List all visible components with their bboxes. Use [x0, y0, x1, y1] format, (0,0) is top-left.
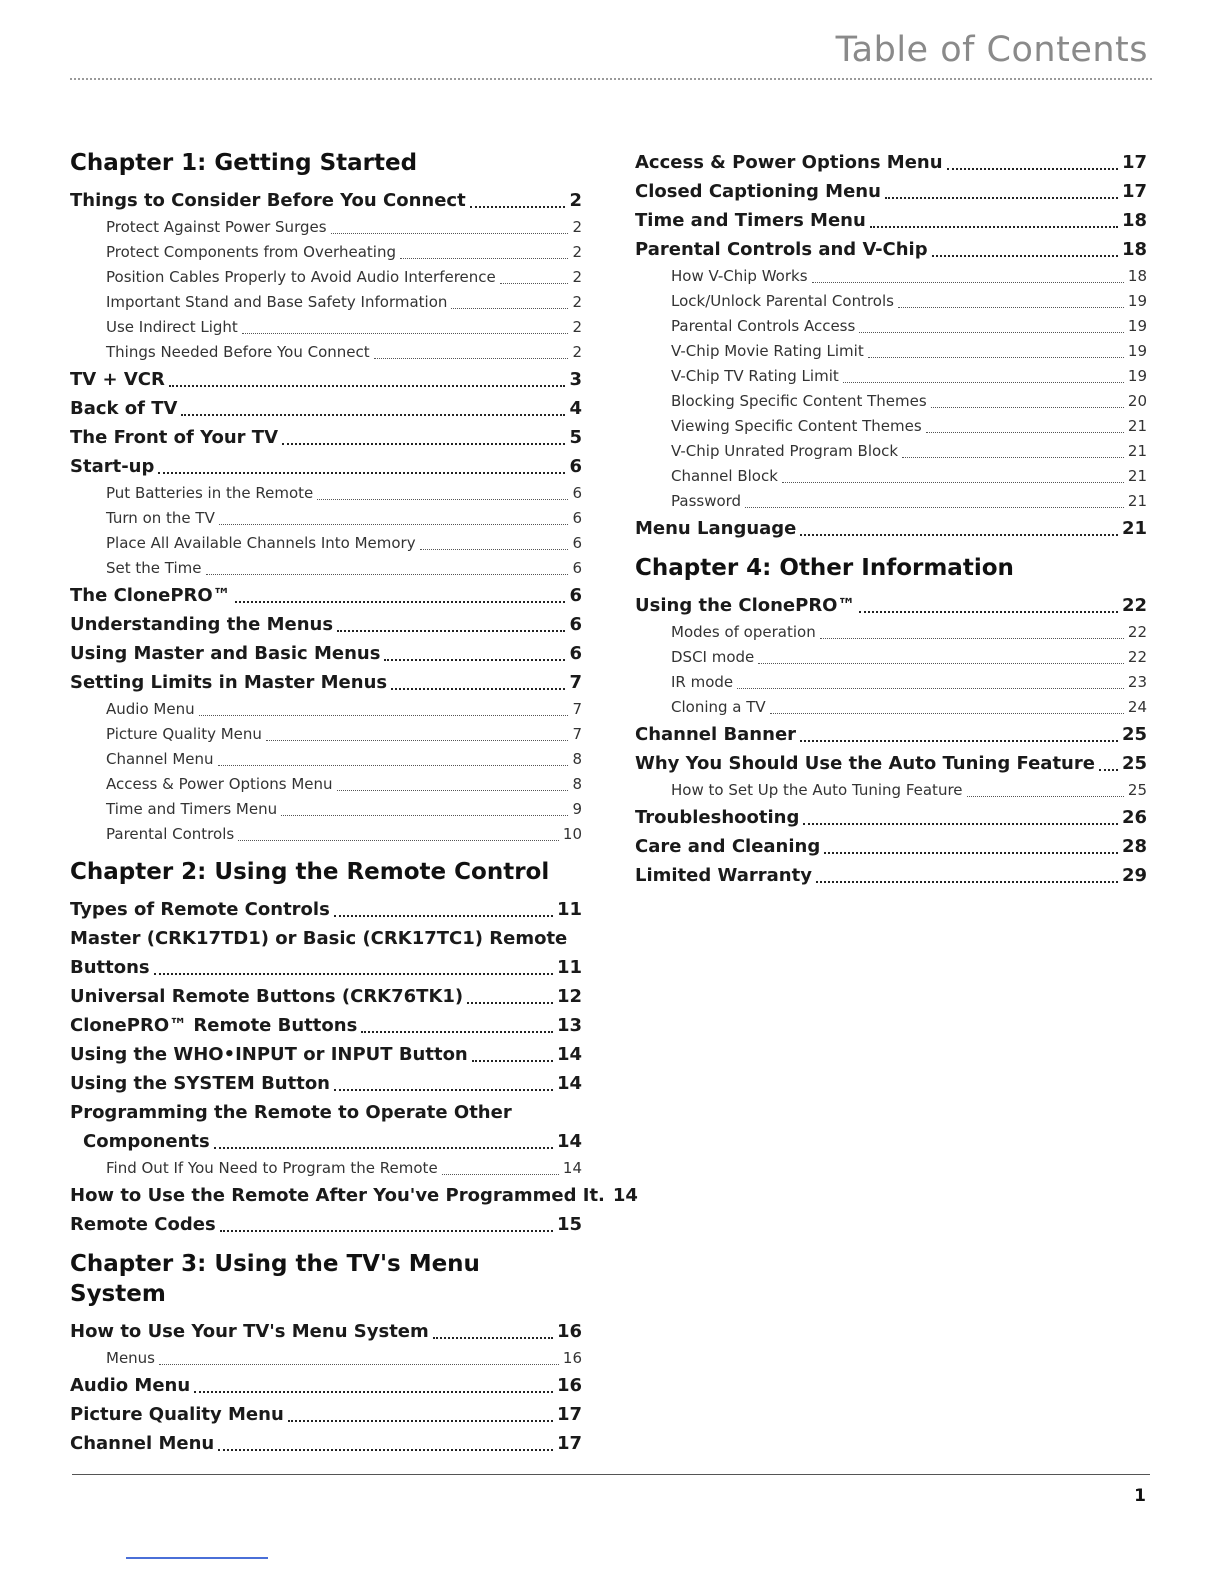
toc-entry-picture-quality-menu[interactable] [70, 722, 582, 747]
toc-entry-page: 21 [1127, 492, 1147, 510]
toc-entry-use-indirect-light[interactable] [70, 315, 582, 340]
toc-entry-page: 16 [556, 1375, 582, 1396]
toc-entry-care-and-cleaning[interactable] [635, 832, 1147, 861]
dot-leader [467, 1002, 553, 1004]
toc-entry-page: 22 [1121, 595, 1147, 616]
toc-entry-label: Put Batteries in the Remote [106, 484, 314, 502]
toc-entry-place-all-available-channels-into-memory[interactable] [70, 531, 582, 556]
dot-leader [199, 715, 569, 716]
dot-leader [334, 915, 553, 917]
dot-leader [451, 308, 568, 309]
toc-entry-buttons[interactable] [70, 953, 582, 982]
toc-entry-label: Care and Cleaning [635, 836, 821, 857]
toc-entry-page: 13 [556, 1015, 582, 1036]
dot-leader [219, 524, 569, 525]
toc-entry-page: 2 [572, 268, 582, 286]
toc-entry-parental-controls[interactable] [70, 822, 582, 847]
toc-entry-label: Important Stand and Base Safety Information [106, 293, 448, 311]
dot-leader [1099, 769, 1118, 771]
toc-entry-label: Remote Codes [70, 1214, 216, 1235]
toc-entry-page: 22 [1127, 648, 1147, 666]
toc-entry-limited-warranty[interactable] [635, 861, 1147, 890]
toc-entry-using-master-and-basic-menus[interactable] [70, 639, 582, 668]
toc-entry-label: Using the SYSTEM Button [70, 1073, 330, 1094]
dot-leader [242, 333, 569, 334]
toc-entry-viewing-specific-content-themes[interactable] [635, 414, 1147, 439]
dot-leader [374, 358, 569, 359]
toc-entry-label: Cloning a TV [671, 698, 766, 716]
toc-entry-label: Audio Menu [106, 700, 195, 718]
toc-entry-label: Buttons [70, 957, 150, 978]
toc-entry-page: 17 [1121, 152, 1147, 173]
toc-entry-protect-against-power-surges[interactable] [70, 215, 582, 240]
toc-entry-lock-unlock-parental-controls[interactable] [635, 289, 1147, 314]
toc-entry-label: Audio Menu [70, 1375, 191, 1396]
dot-leader [337, 790, 569, 791]
dot-leader [932, 255, 1118, 257]
dot-leader [154, 973, 553, 975]
dot-leader [931, 407, 1124, 408]
toc-entry-page: 14 [612, 1185, 638, 1206]
toc-entry-label: Things Needed Before You Connect [106, 343, 370, 361]
toc-entry-things-to-consider-before-you-connect[interactable] [70, 186, 582, 215]
toc-entry-label: Parental Controls Access [671, 317, 856, 335]
toc-entry-page: 4 [569, 398, 582, 419]
toc-entry-v-chip-tv-rating-limit[interactable] [635, 364, 1147, 389]
toc-entry-label: How to Set Up the Auto Tuning Feature [671, 781, 963, 799]
toc-entry-label: Components [83, 1131, 210, 1152]
dot-leader [926, 432, 1124, 433]
dot-leader [433, 1337, 553, 1339]
toc-entry-start-up[interactable] [70, 452, 582, 481]
toc-entry-page: 23 [1127, 673, 1147, 691]
chapter-spacer [70, 1309, 582, 1317]
toc-entry-access-power-options-menu[interactable] [635, 148, 1147, 177]
toc-entry-remote-codes[interactable] [70, 1210, 582, 1239]
toc-entry-clonepro-remote-buttons[interactable] [70, 1011, 582, 1040]
toc-entry-page: 9 [572, 800, 582, 818]
toc-entry-page: 15 [556, 1214, 582, 1235]
toc-entry-page: 3 [569, 369, 582, 390]
toc-entry-label: Parental Controls [106, 825, 235, 843]
dot-leader [282, 443, 565, 445]
toc-entry-page: 19 [1127, 292, 1147, 310]
toc-entry-why-you-should-use-the-auto-tuning-feature[interactable] [635, 749, 1147, 778]
page-number: 1 [1134, 1486, 1146, 1506]
footer-divider [72, 1474, 1150, 1475]
dot-leader [800, 740, 1118, 742]
toc-entry-page: 22 [1127, 623, 1147, 641]
toc-entry-label: Channel Block [671, 467, 778, 485]
toc-entry-page: 11 [556, 957, 582, 978]
toc-entry-label: Time and Timers Menu [635, 210, 866, 231]
chapter-spacer [70, 178, 582, 186]
toc-entry-page: 7 [569, 672, 582, 693]
toc-entry-closed-captioning-menu[interactable] [635, 177, 1147, 206]
toc-entry-label: TV + VCR [70, 369, 165, 390]
toc-entry-page: 6 [569, 456, 582, 477]
toc-entry-page: 6 [572, 509, 582, 527]
dot-leader [800, 534, 1118, 536]
dot-leader [181, 414, 565, 416]
toc-entry-label: Back of TV [70, 398, 178, 419]
toc-entry-label: Viewing Specific Content Themes [671, 417, 922, 435]
toc-entry-label: IR mode [671, 673, 734, 691]
toc-entry-label: Using the WHO•INPUT or INPUT Button [70, 1044, 468, 1065]
toc-entry-page: 19 [1127, 367, 1147, 385]
toc-entry-label: Why You Should Use the Auto Tuning Feature [635, 753, 1095, 774]
toc-entry-label: Position Cables Properly to Avoid Audio Interference [106, 268, 496, 286]
toc-entry-page: 25 [1127, 781, 1147, 799]
dot-leader [337, 630, 565, 632]
toc-entry-dsci-mode[interactable] [635, 645, 1147, 670]
dot-leader [737, 688, 1124, 689]
toc-entry-page: 14 [556, 1044, 582, 1065]
toc-entry-label: Channel Menu [106, 750, 214, 768]
dot-leader [885, 197, 1118, 199]
dot-leader [898, 307, 1124, 308]
toc-entry-types-of-remote-controls[interactable] [70, 895, 582, 924]
toc-entry-page: 8 [572, 775, 582, 793]
dot-leader [824, 852, 1118, 854]
toc-entry-audio-menu[interactable] [70, 1371, 582, 1400]
dot-leader [281, 815, 568, 816]
toc-entry-page: 8 [572, 750, 582, 768]
toc-entry-channel-banner[interactable] [635, 720, 1147, 749]
dot-leader [317, 499, 568, 500]
toc-entry-label: Set the Time [106, 559, 202, 577]
toc-entry-set-the-time[interactable] [70, 556, 582, 581]
toc-entry-picture-quality-menu[interactable] [70, 1400, 582, 1429]
toc-entry-back-of-tv[interactable] [70, 394, 582, 423]
toc-entry-universal-remote-buttons-crk76tk1[interactable] [70, 982, 582, 1011]
dot-leader [843, 382, 1124, 383]
toc-entry-label: Using the ClonePRO™ [635, 595, 856, 616]
toc-entry-how-to-use-your-tv-s-menu-system[interactable] [70, 1317, 582, 1346]
toc-entry-page: 18 [1127, 267, 1147, 285]
dot-leader [442, 1174, 559, 1175]
toc-entry-menu-language[interactable] [635, 514, 1147, 543]
toc-entry-label: Lock/Unlock Parental Controls [671, 292, 894, 310]
chapter-heading: Chapter 2: Using the Remote Control [70, 859, 550, 885]
toc-entry-page: 29 [1121, 865, 1147, 886]
toc-entry-page: 21 [1121, 518, 1147, 539]
toc-entry-the-clonepro[interactable] [70, 581, 582, 610]
toc-entry-channel-block[interactable] [635, 464, 1147, 489]
toc-entry-page: 19 [1127, 317, 1147, 335]
dot-leader [470, 206, 566, 208]
toc-entry-label: Using Master and Basic Menus [70, 643, 381, 664]
toc-entry-label: Place All Available Channels Into Memory [106, 534, 416, 552]
toc-entry-modes-of-operation[interactable] [635, 620, 1147, 645]
toc-right-column [635, 148, 1147, 890]
toc-entry-password[interactable] [635, 489, 1147, 514]
toc-entry-label: V-Chip Unrated Program Block [671, 442, 899, 460]
toc-entry-page: 2 [569, 190, 582, 211]
toc-entry-label: ClonePRO™ Remote Buttons [70, 1015, 358, 1036]
toc-entry-label: How to Use Your TV's Menu System [70, 1321, 429, 1342]
toc-entry-label: Blocking Specific Content Themes [671, 392, 927, 410]
toc-entry-v-chip-unrated-program-block[interactable] [635, 439, 1147, 464]
toc-entry-understanding-the-menus[interactable] [70, 610, 582, 639]
toc-entry-label: Types of Remote Controls [70, 899, 330, 920]
toc-entry-menus[interactable] [70, 1346, 582, 1371]
dot-leader [158, 472, 565, 474]
toc-entry-position-cables-properly-to-avoid-audio-interference[interactable] [70, 265, 582, 290]
toc-entry-label: Universal Remote Buttons (CRK76TK1) [70, 986, 464, 1007]
toc-entry-label: Channel Banner [635, 724, 797, 745]
toc-entry-page: 7 [572, 725, 582, 743]
dot-leader [169, 385, 566, 387]
dot-leader [159, 1364, 559, 1365]
toc-entry-time-and-timers-menu[interactable] [635, 206, 1147, 235]
header-divider [70, 78, 1152, 80]
toc-entry-page: 5 [569, 427, 582, 448]
toc-entry-page: 12 [556, 986, 582, 1007]
toc-entry-page: 16 [562, 1349, 582, 1367]
toc-entry-v-chip-movie-rating-limit[interactable] [635, 339, 1147, 364]
dot-leader [218, 765, 569, 766]
dot-leader [803, 823, 1118, 825]
toc-entry-label: DSCI mode [671, 648, 755, 666]
toc-left-column [70, 148, 638, 1458]
toc-entry-using-the-system-button[interactable] [70, 1069, 582, 1098]
toc-entry-access-power-options-menu[interactable] [70, 772, 582, 797]
toc-entry-page: 25 [1121, 724, 1147, 745]
toc-entry-page: 18 [1121, 210, 1147, 231]
dot-leader [235, 601, 566, 603]
dot-leader [745, 507, 1124, 508]
dot-leader [812, 282, 1124, 283]
toc-entry-label: Access & Power Options Menu [635, 152, 943, 173]
dot-leader [770, 713, 1124, 714]
toc-entry-label: Modes of operation [671, 623, 816, 641]
dot-leader [334, 1089, 553, 1091]
toc-entry-page: 26 [1121, 807, 1147, 828]
toc-entry-page: 10 [562, 825, 582, 843]
dot-leader [859, 332, 1124, 333]
toc-entry-page: 20 [1127, 392, 1147, 410]
dot-leader [361, 1031, 553, 1033]
toc-entry-important-stand-and-base-safety-information[interactable] [70, 290, 582, 315]
toc-entry-page: 19 [1127, 342, 1147, 360]
toc-entry-label: Menus [106, 1349, 155, 1367]
toc-entry-tv-vcr[interactable] [70, 365, 582, 394]
dot-leader [420, 549, 569, 550]
toc-entry-label: Password [671, 492, 742, 510]
toc-entry-label: Picture Quality Menu [106, 725, 262, 743]
toc-entry-page: 2 [572, 243, 582, 261]
toc-entry-label: Understanding the Menus [70, 614, 334, 635]
toc-entry-label: V-Chip Movie Rating Limit [671, 342, 864, 360]
toc-entry-page: 14 [556, 1131, 582, 1152]
dot-leader [472, 1060, 553, 1062]
page-title: Table of Contents [835, 30, 1148, 70]
toc-entry-label: The ClonePRO™ [70, 585, 231, 606]
toc-entry-page: 2 [572, 218, 582, 236]
toc-entry-page: 14 [556, 1073, 582, 1094]
toc-entry-using-the-clonepro[interactable] [635, 591, 1147, 620]
toc-entry-put-batteries-in-the-remote[interactable] [70, 481, 582, 506]
toc-entry-page: 16 [556, 1321, 582, 1342]
toc-entry-page: 21 [1127, 442, 1147, 460]
chapter-spacer [635, 583, 1147, 591]
dot-leader [500, 283, 569, 284]
toc-entry-things-needed-before-you-connect[interactable] [70, 340, 582, 365]
dot-leader [816, 881, 1118, 883]
toc-entry-label: Picture Quality Menu [70, 1404, 284, 1425]
toc-entry-page: 25 [1121, 753, 1147, 774]
toc-entry-page: 6 [572, 559, 582, 577]
toc-entry-label: V-Chip TV Rating Limit [671, 367, 839, 385]
toc-entry-label: Menu Language [635, 518, 797, 539]
toc-entry-parental-controls-access[interactable] [635, 314, 1147, 339]
toc-entry-page: 18 [1121, 239, 1147, 260]
toc-entry-page: 2 [572, 318, 582, 336]
toc-entry-label: Troubleshooting [635, 807, 800, 828]
toc-entry-page: 2 [572, 343, 582, 361]
toc-entry-label: Protect Components from Overheating [106, 243, 396, 261]
dot-leader [206, 574, 569, 575]
toc-entry-page: 6 [572, 534, 582, 552]
toc-entry-page: 2 [572, 293, 582, 311]
toc-entry-audio-menu[interactable] [70, 697, 582, 722]
toc-entry-page: 21 [1127, 417, 1147, 435]
toc-entry-blocking-specific-content-themes[interactable] [635, 389, 1147, 414]
toc-entry-time-and-timers-menu[interactable] [70, 797, 582, 822]
toc-entry-page: 17 [556, 1433, 582, 1454]
toc-entry-parental-controls-and-v-chip[interactable] [635, 235, 1147, 264]
toc-entry-cloning-a-tv[interactable] [635, 695, 1147, 720]
toc-entry-find-out-if-you-need-to-program-the-remote[interactable] [70, 1156, 582, 1181]
toc-entry-label: Access & Power Options Menu [106, 775, 333, 793]
toc-entry-label: Find Out If You Need to Program the Remote [106, 1159, 438, 1177]
toc-entry-troubleshooting[interactable] [635, 803, 1147, 832]
toc-entry-page: 6 [572, 484, 582, 502]
toc-entry-label: Protect Against Power Surges [106, 218, 327, 236]
chapter-heading: Chapter 3: Using the TV's Menu System [70, 1251, 480, 1307]
dot-leader [331, 233, 569, 234]
dot-leader [214, 1147, 553, 1149]
toc-entry-page: 21 [1127, 467, 1147, 485]
dot-leader [758, 663, 1124, 664]
toc-entry-channel-menu[interactable] [70, 747, 582, 772]
toc-entry-page: 6 [569, 643, 582, 664]
dot-leader [868, 357, 1124, 358]
chapter-heading: Chapter 1: Getting Started [70, 150, 418, 176]
toc-entry-ir-mode[interactable] [635, 670, 1147, 695]
toc-entry-page: 28 [1121, 836, 1147, 857]
toc-entry-setting-limits-in-master-menus[interactable] [70, 668, 582, 697]
dot-leader [288, 1420, 553, 1422]
dot-leader [218, 1449, 553, 1451]
toc-entry-page: 6 [569, 614, 582, 635]
toc-entry-label[interactable]: Programming the Remote to Operate Other [70, 1102, 512, 1123]
dot-leader [947, 168, 1118, 170]
toc-entry-label: Limited Warranty [635, 865, 812, 886]
dot-leader [870, 226, 1118, 228]
toc-entry-label: Time and Timers Menu [106, 800, 278, 818]
toc-entry-label: Turn on the TV [106, 509, 215, 527]
dot-leader [820, 638, 1124, 639]
toc-entry-label: How to Use the Remote After You've Programmed It. [70, 1185, 605, 1206]
toc-entry-page: 17 [556, 1404, 582, 1425]
toc-entry-label: Channel Menu [70, 1433, 215, 1454]
toc-entry-using-the-who-input-or-input-button[interactable] [70, 1040, 582, 1069]
chapter-spacer [70, 887, 582, 895]
toc-entry-page: 17 [1121, 181, 1147, 202]
chapter-heading: Chapter 4: Other Information [635, 555, 1014, 581]
toc-entry-page: 14 [562, 1159, 582, 1177]
toc-entry-label: Closed Captioning Menu [635, 181, 881, 202]
toc-entry-turn-on-the-tv[interactable] [70, 506, 582, 531]
toc-entry-label: The Front of Your TV [70, 427, 279, 448]
dot-leader [782, 482, 1124, 483]
dot-leader [384, 659, 565, 661]
toc-entry-page: 6 [569, 585, 582, 606]
toc-entry-page: 7 [572, 700, 582, 718]
scan-mark [126, 1557, 268, 1559]
toc-entry-channel-menu[interactable] [70, 1429, 582, 1458]
toc-entry-how-to-set-up-the-auto-tuning-feature[interactable] [635, 778, 1147, 803]
toc-entry-components[interactable] [70, 1127, 582, 1156]
dot-leader [859, 611, 1117, 613]
toc-entry-label: Use Indirect Light [106, 318, 238, 336]
toc-entry-label: Start-up [70, 456, 155, 477]
toc-entry-label: Parental Controls and V-Chip [635, 239, 928, 260]
dot-leader [220, 1230, 553, 1232]
toc-entry-page: 11 [556, 899, 582, 920]
toc-entry-label[interactable]: Master (CRK17TD1) or Basic (CRK17TC1) Remote [70, 928, 568, 949]
dot-leader [266, 740, 569, 741]
toc-entry-the-front-of-your-tv[interactable] [70, 423, 582, 452]
toc-entry-label: Things to Consider Before You Connect [70, 190, 466, 211]
dot-leader [238, 840, 559, 841]
toc-entry-page: 24 [1127, 698, 1147, 716]
toc-entry-how-to-use-the-remote-after-you-ve-programmed-it[interactable] [70, 1181, 638, 1210]
toc-entry-label: Setting Limits in Master Menus [70, 672, 388, 693]
dot-leader [391, 688, 565, 690]
dot-leader [967, 796, 1124, 797]
toc-entry-protect-components-from-overheating[interactable] [70, 240, 582, 265]
toc-entry-label: How V-Chip Works [671, 267, 808, 285]
dot-leader [400, 258, 568, 259]
dot-leader [194, 1391, 553, 1393]
toc-entry-how-v-chip-works[interactable] [635, 264, 1147, 289]
dot-leader [902, 457, 1124, 458]
